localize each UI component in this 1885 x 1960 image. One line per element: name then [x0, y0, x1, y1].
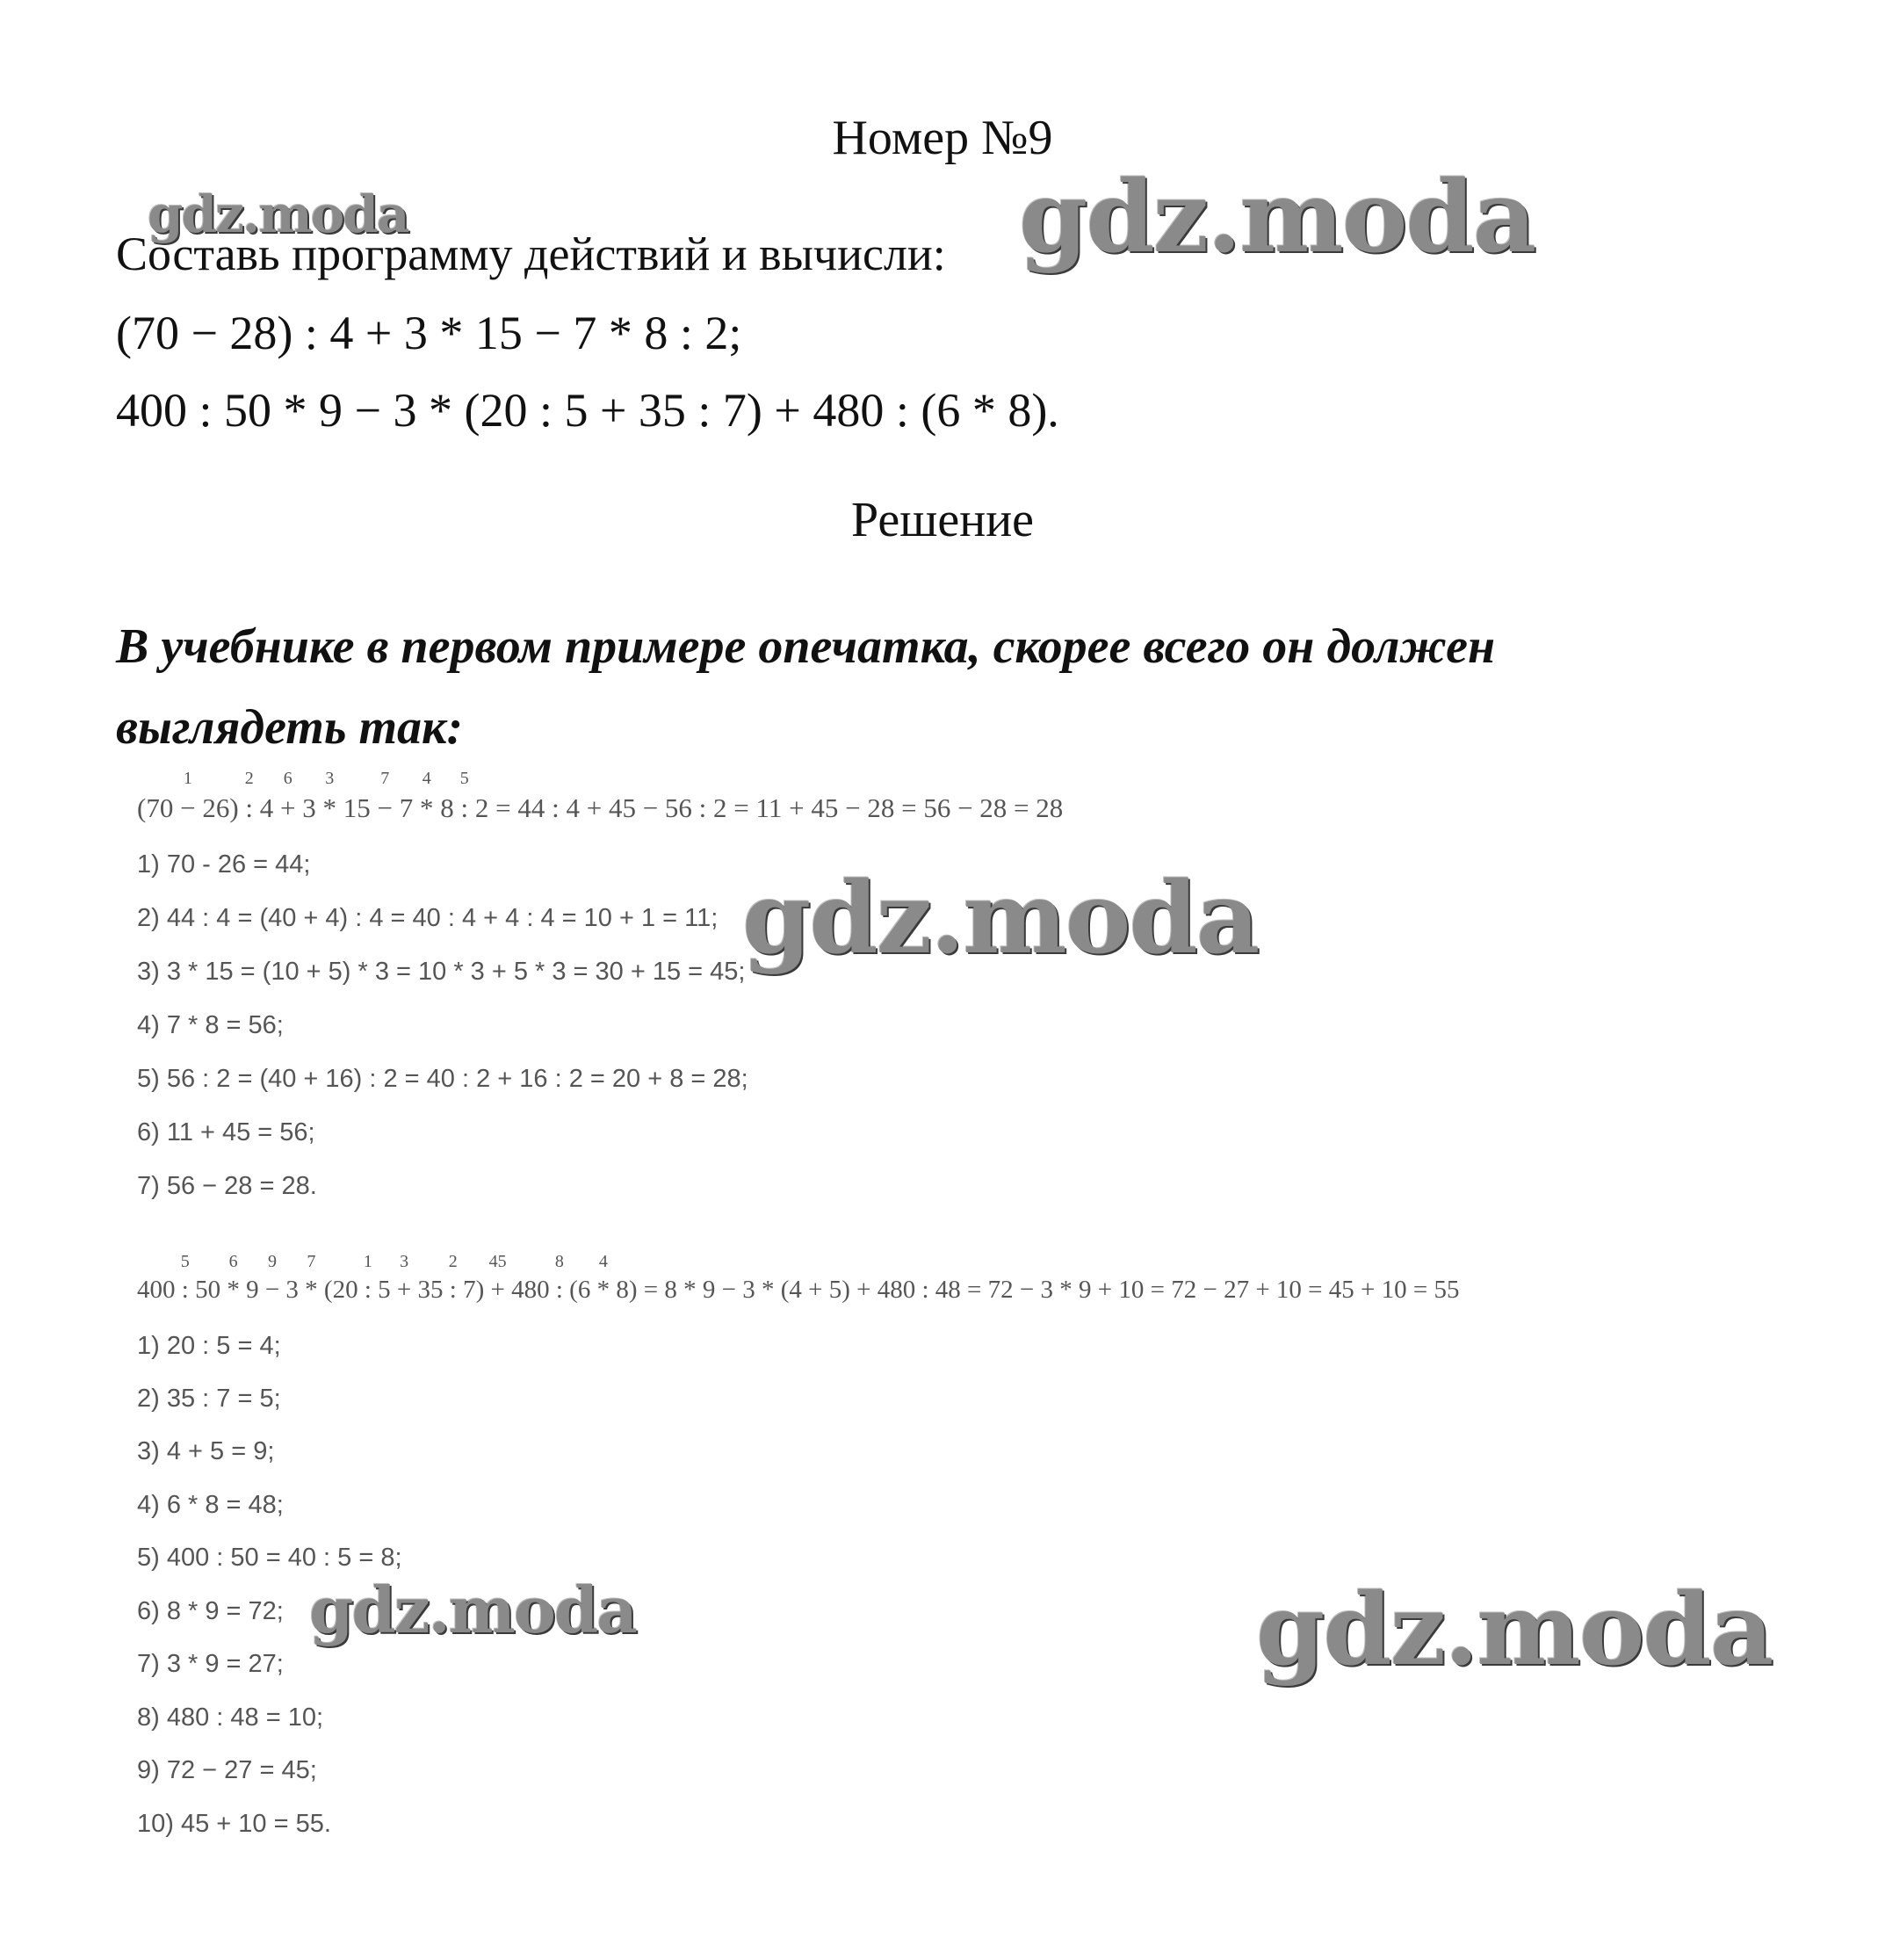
example-1-step: 5) 56 : 2 = (40 + 16) : 2 = 40 : 2 + 16 : 2 = 20 + 8 = 28; — [137, 1065, 748, 1093]
expr-operator: 9 − — [264, 1252, 280, 1304]
expr-part: 7) — [456, 1276, 491, 1304]
expr-part: 400 — [137, 1276, 182, 1304]
order-number: 5 — [459, 769, 469, 788]
order-number: 4 — [598, 1252, 608, 1271]
example-2-step: 1) 20 : 5 = 4; — [137, 1332, 281, 1360]
expr-operator: 3 * — [322, 769, 336, 823]
expr-part: (20 — [317, 1276, 365, 1304]
expr-operator: 1 : — [363, 1252, 372, 1304]
expr-part: (70 — [137, 792, 181, 823]
watermark-logo: gdz.moda — [742, 861, 1259, 976]
solution-note — [116, 606, 1495, 768]
order-number: 7 — [307, 1252, 316, 1271]
example-2-step: 7) 3 * 9 = 27; — [137, 1650, 284, 1678]
order-number: 6 — [228, 1252, 238, 1271]
task-expression-2: 400 : 50 * 9 − 3 * (20 : 5 + 35 : 7) + 480 : (6 * 8). — [116, 384, 1059, 437]
expr-operator: 7 * — [305, 1252, 318, 1304]
order-number: 1 — [183, 769, 192, 788]
example-2-step: 6) 8 * 9 = 72; — [137, 1597, 284, 1625]
task-text: Составь программу действий и вычисли: — [116, 228, 946, 280]
expr-part: 8 — [433, 792, 461, 823]
expr-operator: 8 : — [554, 1252, 564, 1304]
order-number: 2 — [448, 1252, 458, 1271]
expr-operator: 1 − — [180, 769, 196, 823]
task-expression-1: (70 − 28) : 4 + 3 * 15 − 7 * 8 : 2; — [116, 307, 742, 359]
expr-part: 3 — [295, 792, 323, 823]
expr-part: 7 — [392, 792, 420, 823]
example-1-step: 4) 7 * 8 = 56; — [137, 1011, 284, 1039]
expr-part: 50 — [188, 1276, 228, 1304]
expr-operator: 4 * — [419, 769, 434, 823]
expr-operator: 7 − — [377, 769, 393, 823]
example-2-expression — [137, 1252, 1460, 1305]
order-number: 45 — [488, 1252, 507, 1271]
page-title: Номер №9 — [832, 111, 1053, 165]
solution-heading: Решение — [850, 493, 1035, 547]
example-2-step: 4) 6 * 8 = 48; — [137, 1491, 284, 1519]
expr-part: 35 — [411, 1276, 450, 1304]
example-1-step: 6) 11 + 45 = 56; — [137, 1118, 315, 1146]
order-number: 7 — [380, 769, 390, 788]
example-2-step: 3) 4 + 5 = 9; — [137, 1437, 275, 1465]
expr-operator: 2 : — [448, 1252, 458, 1304]
order-number: 3 — [325, 769, 335, 788]
expr-operator: 5 : — [459, 769, 469, 823]
expr-operator: 2 : — [244, 769, 254, 823]
example-2-step: 5) 400 : 50 = 40 : 5 = 8; — [137, 1544, 402, 1572]
expr-part: 3 — [279, 1276, 306, 1304]
expr-part: 8) = 8 * 9 − 3 * (4 + 5) + 480 : 48 = 72 − 3 * 9 + 10 = 72 − 27 + 10 = 45 + 10 = 55 — [610, 1276, 1460, 1304]
expr-part: 9 — [239, 1276, 265, 1304]
order-number: 1 — [363, 1252, 372, 1271]
expr-operator: 45 + — [488, 1252, 507, 1304]
expr-part: 15 — [336, 792, 378, 823]
expr-part: 26) — [195, 792, 246, 823]
watermark-logo: gdz.moda — [148, 184, 408, 244]
example-2-step: 2) 35 : 7 = 5; — [137, 1385, 281, 1413]
order-number: 4 — [422, 769, 431, 788]
expr-part: 4 — [253, 792, 281, 823]
order-number: 2 — [244, 769, 254, 788]
expr-operator: 3 + — [396, 1252, 412, 1304]
solution-note-line-2: выглядеть так: — [116, 700, 464, 755]
order-number: 3 — [400, 1252, 409, 1271]
example-1-step: 3) 3 * 15 = (10 + 5) * 3 = 10 * 3 + 5 * 3 = 30 + 15 = 45; — [137, 958, 746, 986]
watermark-logo: gdz.moda — [1019, 160, 1535, 275]
order-number: 8 — [554, 1252, 564, 1271]
expr-operator: 6 + — [280, 769, 296, 823]
expr-part: 2 = 44 : 4 + 45 − 56 : 2 = 11 + 45 − 28 = 56 − 28 = 28 — [468, 792, 1064, 823]
order-number: 9 — [267, 1252, 277, 1271]
expr-operator: 4 * — [596, 1252, 610, 1304]
expr-operator: 5 : — [180, 1252, 190, 1304]
order-number: 5 — [180, 1252, 190, 1271]
example-1-step: 1) 70 - 26 = 44; — [137, 850, 311, 879]
example-1-expression — [137, 769, 1064, 824]
example-1-step: 7) 56 − 28 = 28. — [137, 1172, 317, 1200]
order-number: 6 — [283, 769, 292, 788]
watermark-logo: gdz.moda — [1256, 1573, 1773, 1688]
example-1-step: 2) 44 : 4 = (40 + 4) : 4 = 40 : 4 + 4 : 4 = 10 + 1 = 11; — [137, 904, 719, 932]
watermark-logo: gdz.moda — [309, 1573, 636, 1647]
solution-note-line-1: В учебнике в первом примере опечатка, скорее всего он должен — [116, 619, 1496, 674]
expr-part: 5 — [371, 1276, 397, 1304]
expr-operator: 6 * — [227, 1252, 240, 1304]
expr-part: (6 — [562, 1276, 597, 1304]
example-2-step: 10) 45 + 10 = 55. — [137, 1810, 331, 1838]
expr-part: 480 — [504, 1276, 556, 1304]
example-2-step: 9) 72 − 27 = 45; — [137, 1756, 317, 1784]
example-2-step: 8) 480 : 48 = 10; — [137, 1703, 324, 1732]
